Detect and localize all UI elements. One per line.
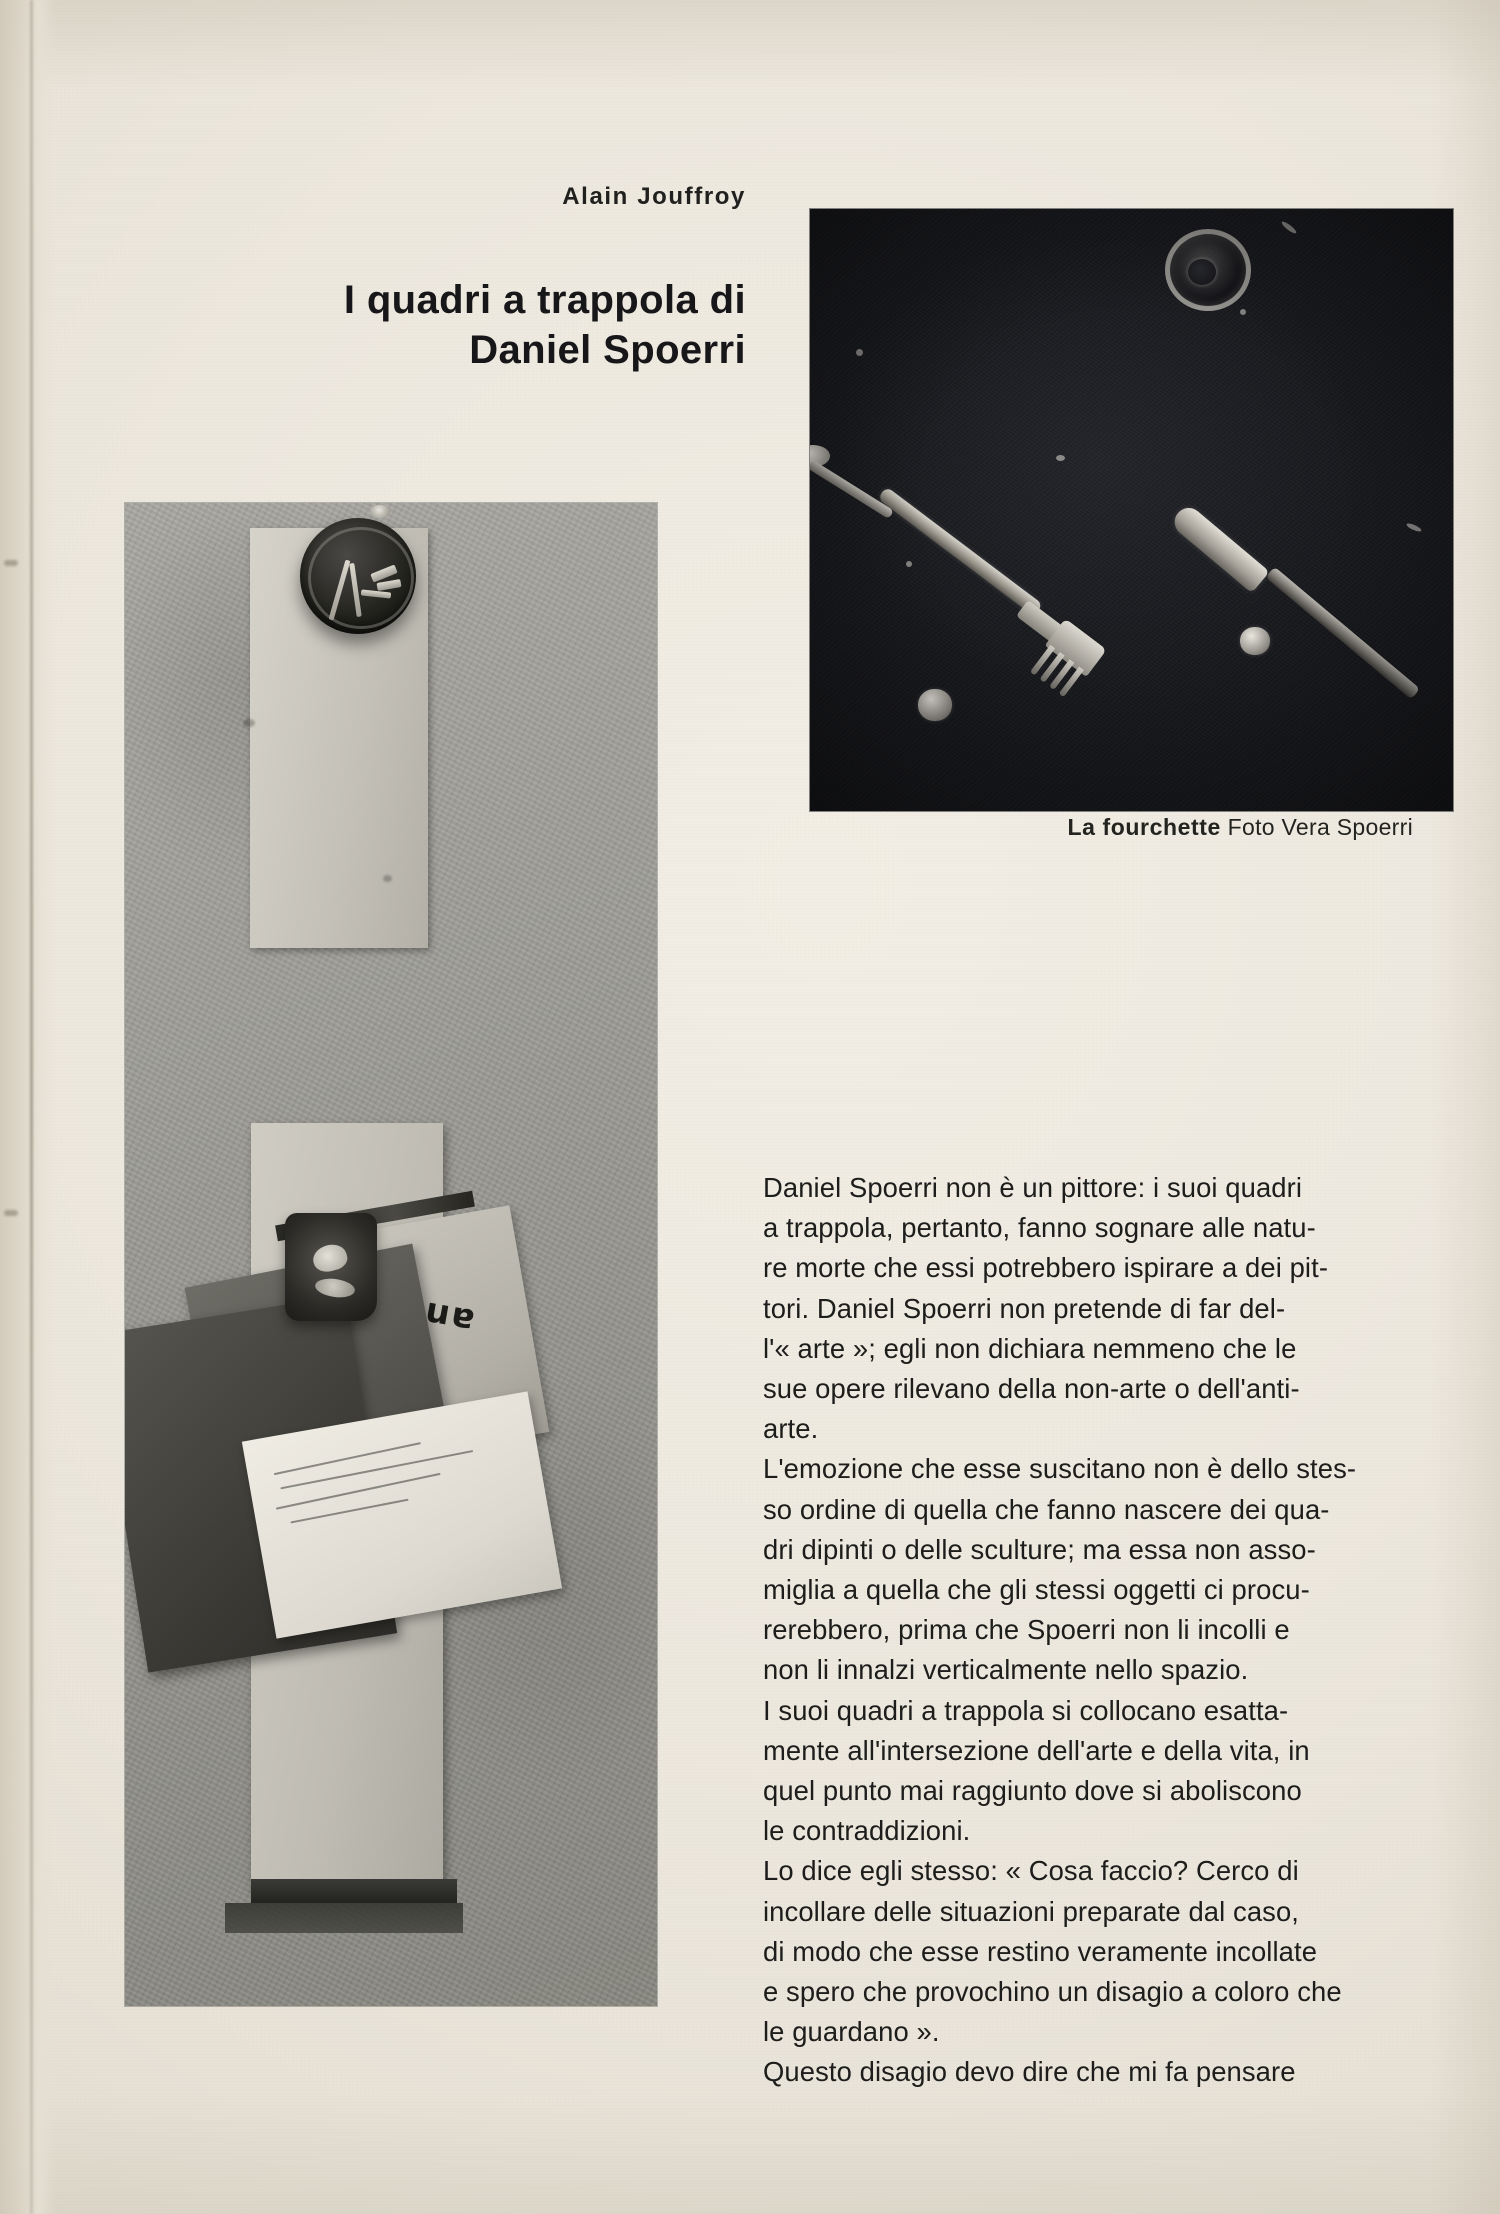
- text-line: mente all'intersezione dell'arte e della vita, in: [763, 1734, 1310, 1766]
- text-line: Questo disagio devo dire che mi fa pensare: [763, 2056, 1296, 2088]
- text-line: Lo dice egli stesso: « Cosa faccio? Cerco di: [763, 1855, 1299, 1887]
- handwriting-line: [280, 1450, 473, 1489]
- paragraph: [763, 1851, 1439, 2052]
- article-byline: Alain Jouffroy: [562, 183, 746, 210]
- title-line-1: I quadri a trappola di: [343, 277, 746, 322]
- handwriting-line: [276, 1473, 441, 1510]
- top-scan-shadow: [0, 0, 1500, 90]
- text-line: rerebbero, prima che Spoerri non li incolli e: [763, 1614, 1290, 1646]
- bottom-scan-shadow: [0, 2094, 1500, 2214]
- text-line: arte.: [763, 1413, 819, 1445]
- page-title: [180, 275, 746, 375]
- paragraph: [763, 1691, 1439, 1852]
- title-line-2: Daniel Spoerri: [469, 327, 746, 372]
- floor-shadow: [225, 1903, 463, 1933]
- text-line: L'emozione che esse suscitano non è dello stes-: [763, 1453, 1357, 1485]
- text-line: e spero che provochino un disagio a coloro che: [763, 1976, 1342, 2008]
- page-gutter: [0, 0, 56, 2214]
- text-line: incollare delle situazioni preparate dal caso,: [763, 1895, 1299, 1927]
- caption-credit: Foto Vera Spoerri: [1227, 814, 1413, 840]
- photo-vignette: [810, 209, 1453, 811]
- photo-la-fourchette: [810, 209, 1453, 811]
- text-line: a trappola, pertanto, fanno sognare alle natu-: [763, 1212, 1316, 1244]
- photo-assemblage: [125, 503, 657, 2006]
- text-line: tori. Daniel Spoerri non pretende di far del-: [763, 1292, 1286, 1324]
- handwriting-line: [274, 1442, 421, 1475]
- page-gutter-crease: [30, 0, 33, 2214]
- text-line: l'« arte »; egli non dichiara nemmeno che le: [763, 1332, 1297, 1364]
- text-line: di modo che esse restino veramente incollate: [763, 1935, 1318, 1967]
- text-line: re morte che essi potrebbero ispirare a dei pit-: [763, 1252, 1329, 1284]
- article-body: [763, 1168, 1439, 2093]
- text-line: I suoi quadri a trappola si collocano esatta-: [763, 1694, 1289, 1726]
- text-line: dri dipinti o delle sculture; ma essa non asso-: [763, 1533, 1316, 1565]
- text-line: le guardano ».: [763, 2016, 940, 2048]
- screw-head-icon: [370, 505, 390, 518]
- figure-caption: [860, 814, 1413, 841]
- paragraph: [763, 2052, 1439, 2092]
- text-line: sue opere rilevano della non-arte o dell'anti-: [763, 1373, 1300, 1405]
- text-line: so ordine di quella che fanno nascere dei qua-: [763, 1493, 1330, 1525]
- blemish: [383, 875, 392, 882]
- text-line: miglia a quella che gli stessi oggetti ci procu-: [763, 1574, 1310, 1606]
- text-line: le contraddizioni.: [763, 1815, 971, 1847]
- paragraph: [763, 1168, 1439, 1449]
- paragraph: [763, 1449, 1439, 1690]
- blemish: [243, 719, 255, 727]
- text-line: non li innalzi verticalmente nello spazio.: [763, 1654, 1249, 1686]
- text-line: quel punto mai raggiunto dove si aboliscono: [763, 1775, 1302, 1807]
- panel-base-shadow: [251, 1879, 457, 1903]
- caption-title: La fourchette: [1067, 814, 1221, 840]
- page-edge-mark: [4, 1210, 18, 1216]
- text-line: Daniel Spoerri non è un pittore: i suoi quadri: [763, 1172, 1303, 1203]
- page-edge-mark: [4, 560, 18, 566]
